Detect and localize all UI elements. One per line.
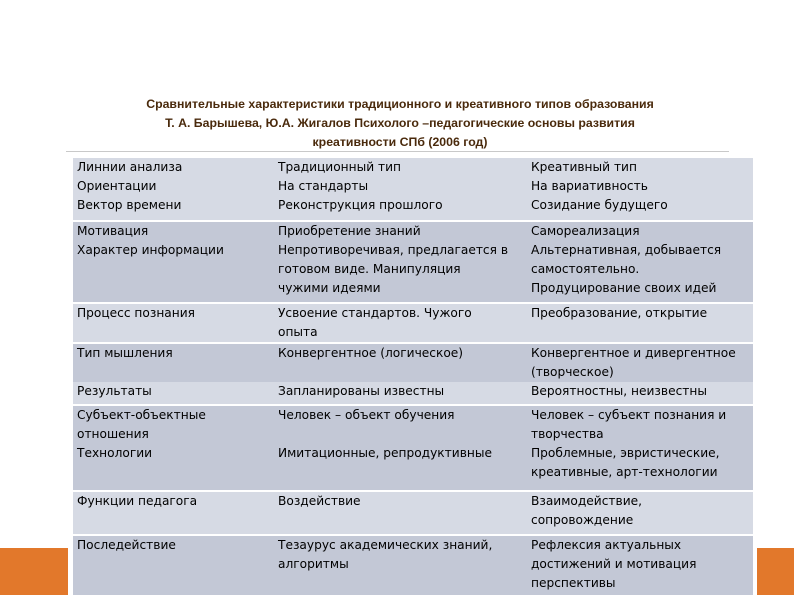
cell-line: Имитационные, репродуктивные [278,446,492,460]
cell-line: (творческое) [531,365,614,379]
table-cell [278,304,527,342]
cell-line: Процесс познания [77,306,195,320]
cell-line: готовом виде. Манипуляция [278,262,461,276]
cell-line: Приобретение знаний [278,224,421,238]
cell-line: Запланированы известны [278,384,445,398]
cell-line: Тезаурус академических знаний, [278,538,493,552]
cell-line: Созидание будущего [531,198,668,212]
cell-line: алгоритмы [278,557,349,571]
cell-line: Ориентации [77,179,157,193]
title-line: креативности СПб (2006 год) [312,135,488,149]
cell-line: Человек – объект обучения [278,408,455,422]
cell-line [278,425,527,444]
cell-line: Непротиворечивая, предлагается в [278,243,509,257]
table-row [73,304,753,342]
cell-line: Функции педагога [77,494,198,508]
table-row [73,382,753,404]
title-line: Сравнительные характеристики традиционного и креативного типов образования [146,97,654,111]
table-cell [278,382,527,401]
table-row [73,344,753,382]
cell-line: Воздействие [278,494,361,508]
cell-line: Результаты [77,384,152,398]
table-cell [531,222,751,298]
table-cell [278,344,527,363]
cell-line: Усвоение стандартов. Чужого [278,306,472,320]
cell-line: опыта [278,325,318,339]
table-cell [77,492,271,511]
table-cell [77,304,271,323]
cell-line: Самореализация [531,224,640,238]
table-cell [77,406,271,463]
cell-line: Продуцирование своих идей [531,281,717,295]
table-cell [77,222,271,260]
table-cell [77,158,271,215]
cell-line: Традиционный тип [278,160,402,174]
cell-line: Преобразование, открытие [531,306,708,320]
orange-accent-bar [757,548,794,595]
table-cell [531,536,751,593]
table-cell [278,492,527,511]
cell-line: творчества [531,427,604,441]
table-row [73,536,753,595]
table-cell [278,406,527,463]
title-divider [66,151,729,152]
cell-line: Конвергентное и дивергентное [531,346,736,360]
table-cell [278,536,527,574]
cell-line: Альтернативная, добывается [531,243,722,257]
cell-line: Технологии [77,446,153,460]
table-cell [531,406,751,482]
table-cell [77,382,271,401]
table-cell [278,222,527,298]
table-cell [531,382,751,401]
cell-line: Взаимодействие, [531,494,643,508]
cell-line: Тип мышления [77,346,173,360]
cell-line: Вероятностны, неизвестны [531,384,707,398]
cell-line: Вектор времени [77,198,182,212]
cell-line: самостоятельно. [531,262,640,276]
cell-line: Креативный тип [531,160,637,174]
cell-line: чужими идеями [278,281,381,295]
table-cell [77,536,271,555]
cell-line: На стандарты [278,179,369,193]
cell-line: Реконструкция прошлого [278,198,443,212]
table-row [73,406,753,490]
table-row [73,158,753,220]
table-cell [77,344,271,363]
cell-line: креативные, арт-технологии [531,465,718,479]
title-line: Т. А. Барышева, Ю.А. Жигалов Психолого –педагогические основы развития [165,116,635,130]
table-cell [531,344,751,382]
cell-line: перспективы [531,576,616,590]
cell-line: Последействие [77,538,176,552]
cell-line: Рефлексия актуальных [531,538,682,552]
table-cell [531,492,751,530]
cell-line: Конвергентное (логическое) [278,346,464,360]
cell-line: Проблемные, эвристические, [531,446,720,460]
cell-line: На вариативность [531,179,648,193]
cell-line: Субъект-объектные [77,408,206,422]
table-cell [531,158,751,215]
cell-line: Мотивация [77,224,149,238]
cell-line: Характер информации [77,243,224,257]
cell-line: отношения [77,427,149,441]
table-cell [531,304,751,323]
slide-title [70,95,730,152]
cell-line: сопровождение [531,513,634,527]
orange-accent-bar [0,548,68,595]
table-cell [278,158,527,215]
cell-line: Линнии анализа [77,160,183,174]
table-row [73,492,753,534]
cell-line: Человек – субъект познания и [531,408,727,422]
table-row [73,222,753,302]
cell-line: достижений и мотивация [531,557,697,571]
